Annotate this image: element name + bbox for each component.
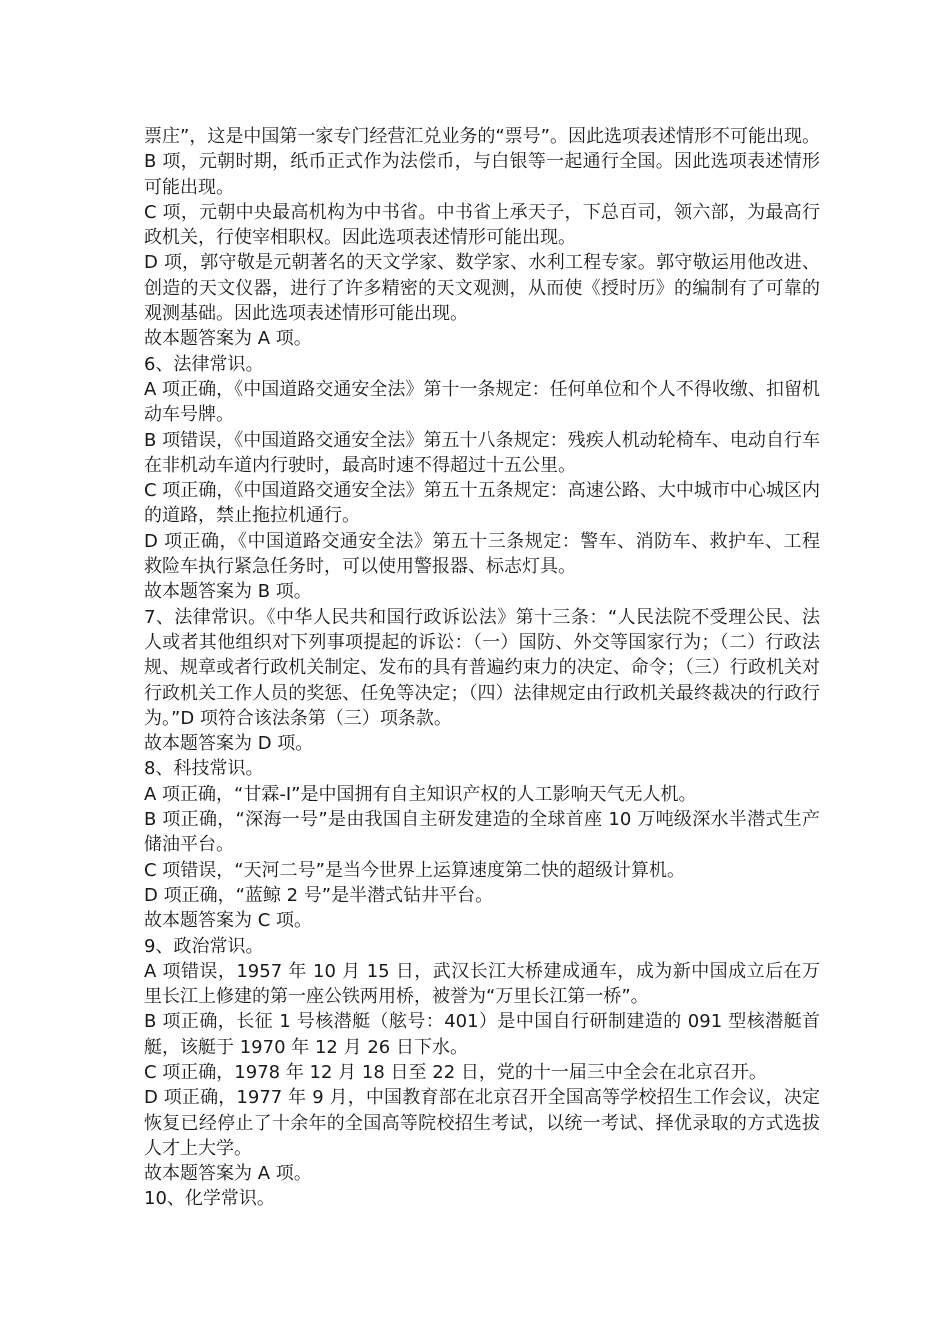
paragraph-23: C 项正确，1978 年 12 月 18 日至 22 日，党的十一届三中全会在北京召开。	[144, 1061, 767, 1083]
section-heading-6: 6、法律常识。	[144, 353, 264, 375]
paragraph-1: 票庄”，这是中国第一家专门经营汇兑业务的“票号”。因此选项表述情形不可能出现。	[144, 126, 820, 147]
paragraph-4: D 项，郭守敬是元朝著名的天文学家、数学家、水利工程专家。郭守敬运用他改进、创造的天文仪器，进行了许多精密的天文观测，从而使《授时历》的编制有了可靠的观测基础。因此选项表述情形可能出现。	[144, 252, 820, 325]
paragraph-10: D 项正确，《中国道路交通安全法》第五十三条规定：警车、消防车、救护车、工程救险车执行紧急任务时，可以使用警报器、标志灯具。	[144, 530, 820, 578]
section-heading-9: 9、政治常识。	[144, 935, 264, 957]
section-heading-8: 8、科技常识。	[144, 758, 264, 780]
section-heading-7: 7、法律常识。《中华人民共和国行政诉讼法》第十三条：“人民法院不受理公民、法人或者其他组织对下列事项提起的诉讼：（一）国防、外交等国家行为；（二）行政法规、规章或者行政机关制定、发布的具有普遍约束力的决定、命令；（三）行政机关对行政机关工作人员的奖惩、任免等决定；（四）法律规定由行政机关最终裁决的行政行为。”D 项符合该法条第（三）项条款。	[144, 606, 820, 729]
paragraph-21: A 项错误，1957 年 10 月 15 日，武汉长江大桥建成通车，成为新中国成立后在万里长江上修建的第一座公铁两用桥，被誉为“万里长江第一桥”。	[144, 960, 820, 1008]
paragraph-2: B 项，元朝时期，纸币正式作为法偿币，与白银等一起通行全国。因此选项表述情形可能出现。	[144, 151, 820, 198]
paragraph-16: B 项正确，“深海一号”是由我国自主研发建造的全球首座 10 万吨级深水半潜式生产储油平台。	[144, 809, 820, 856]
document-body	[144, 124, 820, 1212]
paragraph-22: B 项正确，长征 1 号核潜艇（舷号：401）是中国自行研制建造的 091 型核潜艇首艇，该艇于 1970 年 12 月 26 日下水。	[144, 1011, 820, 1058]
paragraph-9: C 项正确，《中国道路交通安全法》第五十五条规定：高速公路、大中城市中心城区内的道路，禁止拖拉机通行。	[144, 480, 820, 527]
section-heading-10: 10、化学常识。	[144, 1188, 275, 1210]
paragraph-11: 故本题答案为 B 项。	[144, 581, 312, 603]
paragraph-3: C 项，元朝中央最高机构为中书省。中书省上承天子，下总百司，领六部，为最高行政机关，行使宰相职权。因此选项表述情形可能出现。	[144, 201, 820, 249]
paragraph-24: D 项正确，1977 年 9 月，中国教育部在北京召开全国高等学校招生工作会议，决定恢复已经停止了十余年的全国高等院校招生考试，以统一考试、择优录取的方式选拔人才上大学。	[144, 1087, 820, 1159]
paragraph-8: B 项错误，《中国道路交通安全法》第五十八条规定：残疾人机动轮椅车、电动自行车在非机动车道内行驶时，最高时速不得超过十五公里。	[144, 429, 820, 476]
paragraph-7: A 项正确，《中国道路交通安全法》第十一条规定：任何单位和个人不得收缴、扣留机动车号牌。	[144, 378, 820, 426]
paragraph-19: 故本题答案为 C 项。	[144, 910, 313, 932]
paragraph-15: A 项正确，“甘霖-I”是中国拥有自主知识产权的人工影响天气无人机。	[144, 783, 697, 805]
paragraph-17: C 项错误，“天河二号”是当今世界上运算速度第二快的超级计算机。	[144, 859, 685, 881]
paragraph-5: 故本题答案为 A 项。	[144, 328, 312, 350]
paragraph-13: 故本题答案为 D 项。	[144, 733, 314, 755]
paragraph-25: 故本题答案为 A 项。	[144, 1163, 312, 1185]
paragraph-18: D 项正确，“蓝鲸 2 号”是半潜式钻井平台。	[144, 884, 494, 906]
